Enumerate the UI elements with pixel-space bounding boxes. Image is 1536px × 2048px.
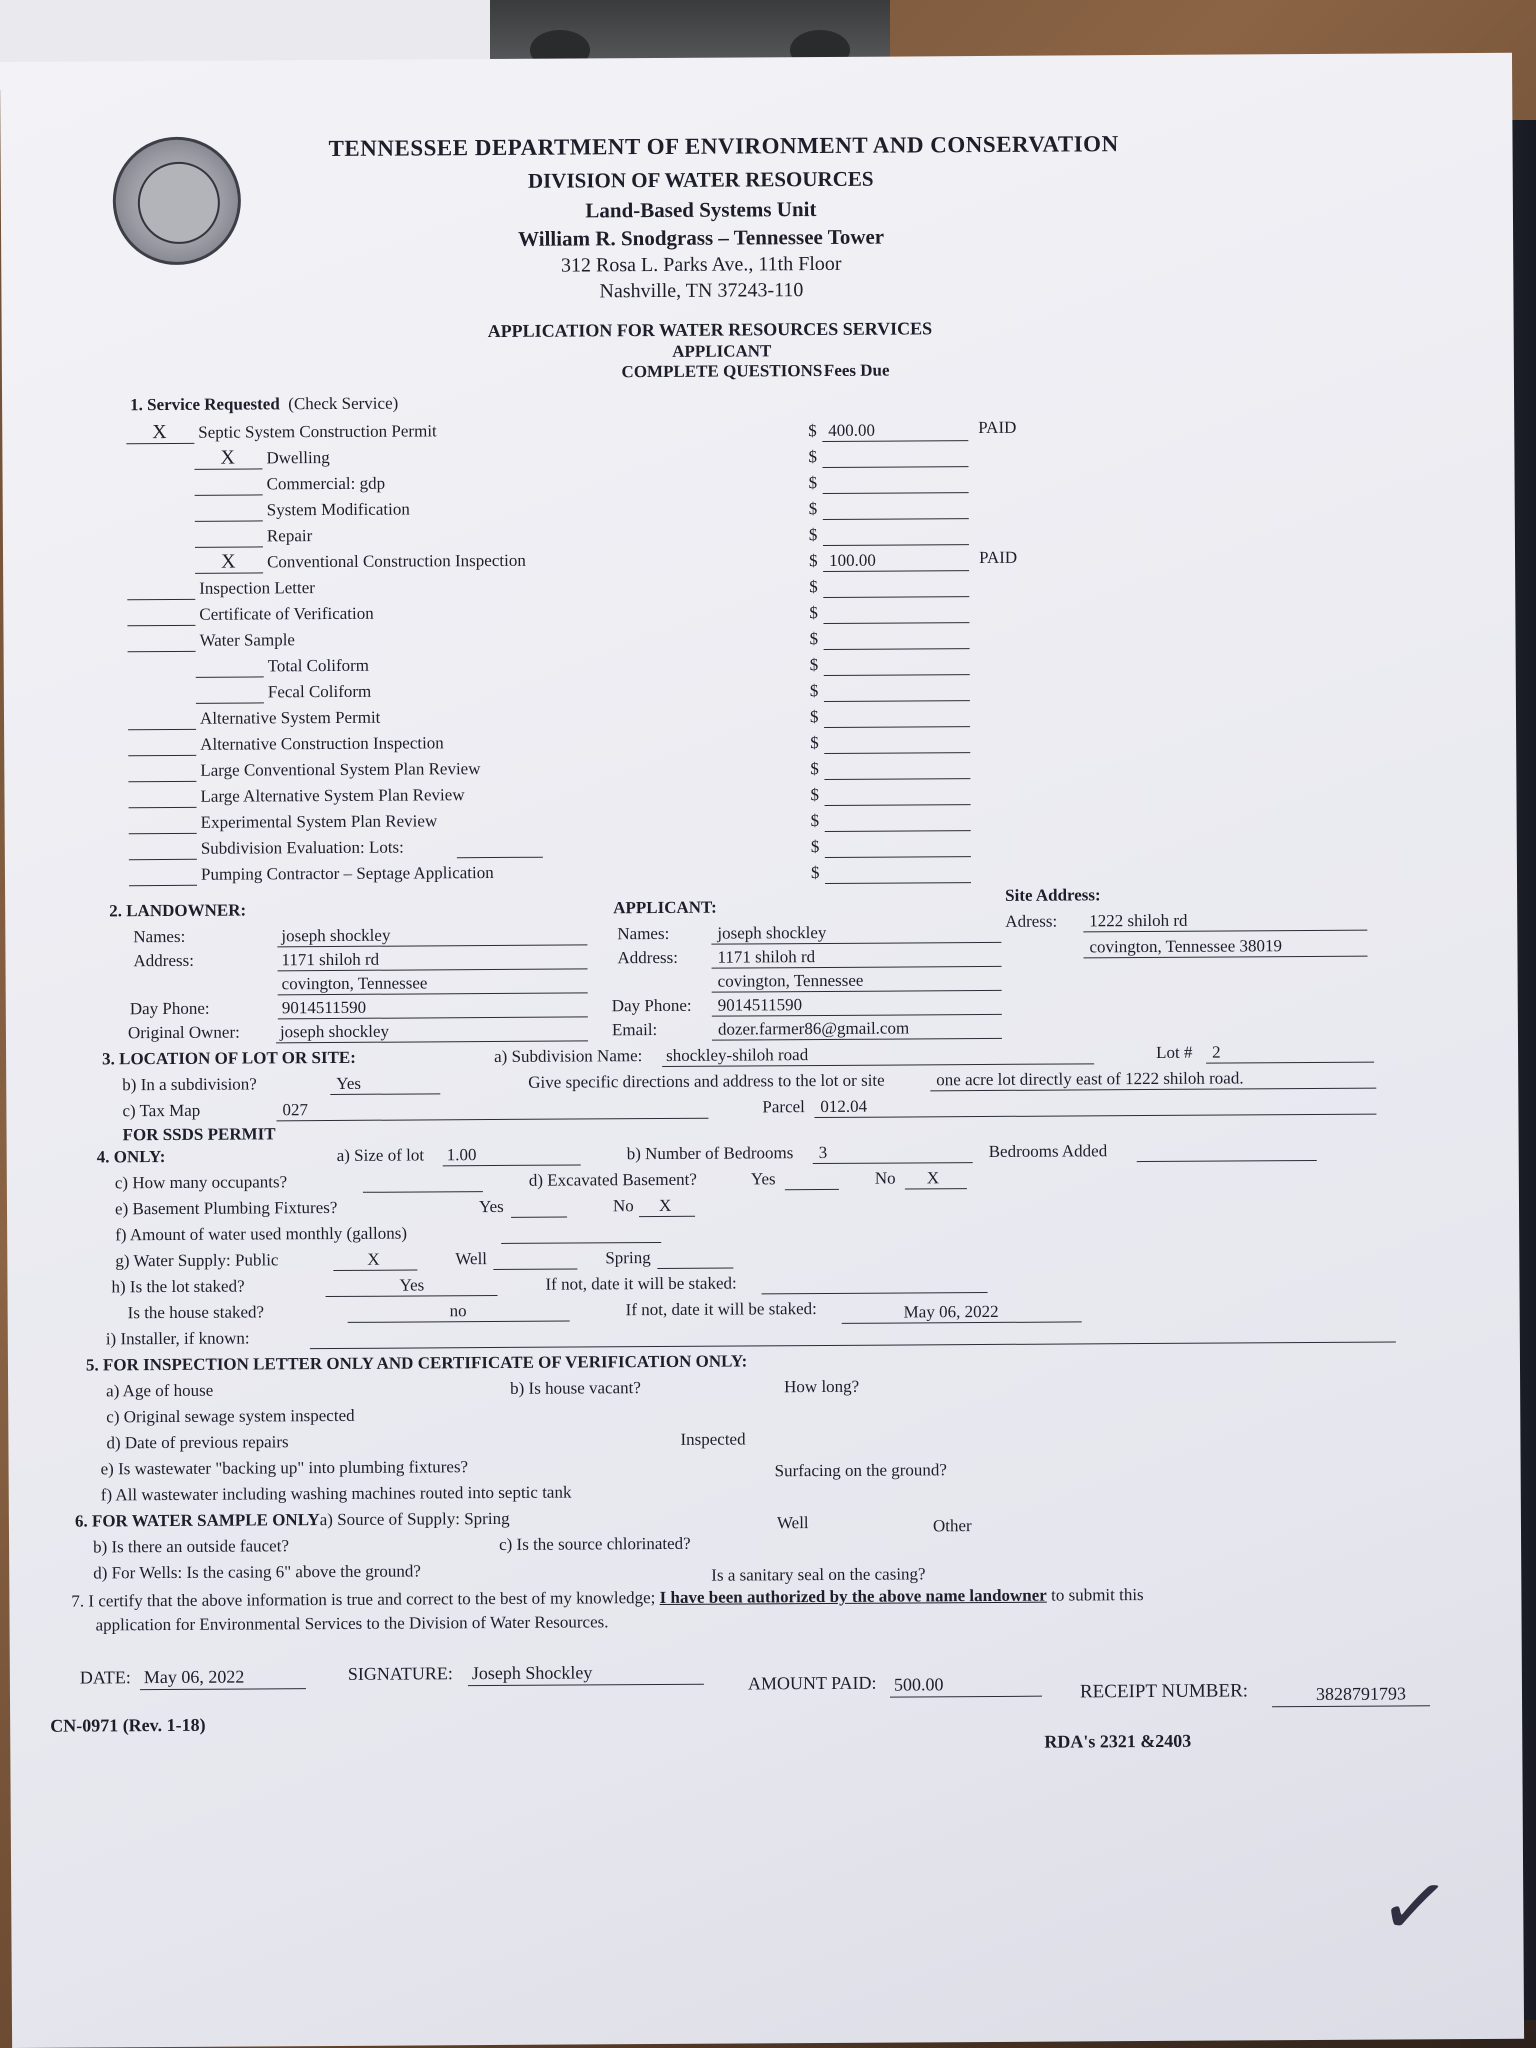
street-line: 312 Rosa L. Parks Ave., 11th Floor [560, 252, 842, 277]
inspected-label: Inspected [680, 1429, 746, 1449]
landowner-address-2: covington, Tennessee [281, 973, 428, 994]
fee-currency: $ [810, 837, 820, 857]
house-staked-label: Is the house staked? [127, 1302, 265, 1323]
service-checkbox-mark[interactable]: X [220, 446, 235, 469]
lots-blank [457, 857, 543, 859]
fee-paid-status: PAID [978, 547, 1018, 568]
original-sewage-label: c) Original sewage system inspected [106, 1405, 355, 1427]
signature-label: SIGNATURE: [347, 1663, 453, 1684]
service-requested-heading: 1. Service Requested (Check Service) [130, 393, 399, 415]
fee-amount: 400.00 [828, 420, 876, 440]
site-address-1: 1222 shiloh rd [1089, 910, 1188, 931]
service-label: Alternative Construction Inspection [200, 733, 444, 754]
division-title: DIVISION OF WATER RESOURCES [527, 166, 874, 193]
applicant-dayphone: 9014511590 [717, 995, 803, 1015]
house-stake-date: May 06, 2022 [903, 1301, 999, 1322]
tax-map-value: 027 [282, 1100, 308, 1120]
lot-size-value: 1.00 [446, 1145, 477, 1165]
surfacing-label: Surfacing on the ground? [774, 1460, 948, 1481]
date-label: DATE: [79, 1667, 131, 1688]
basement-yes-label: Yes [750, 1169, 776, 1189]
applicant-address-1: 1171 shiloh rd [717, 947, 816, 967]
water-supply-well-label: Well [455, 1249, 488, 1269]
fee-currency: $ [809, 681, 819, 701]
applicant-email-label: Email: [611, 1020, 658, 1040]
location-heading: 3. LOCATION OF LOT OR SITE: [102, 1047, 356, 1069]
landowner-names-label: Names: [133, 926, 186, 947]
directions-value: one acre lot directly east of 1222 shiloh road. [936, 1068, 1244, 1090]
service-label: Large Conventional System Plan Review [200, 759, 481, 780]
service-label: Water Sample [199, 630, 295, 650]
directions-label: Give specific directions and address to the lot or site [528, 1070, 885, 1092]
fee-currency: $ [808, 421, 817, 441]
amount-paid-value: 500.00 [893, 1674, 944, 1695]
landowner-dayphone: 9014511590 [281, 997, 367, 1018]
sanitary-seal-label: Is a sanitary seal on the casing? [711, 1564, 926, 1585]
application-title: APPLICATION FOR WATER RESOURCES SERVICES [487, 318, 933, 342]
fee-currency: $ [810, 759, 819, 779]
installer-label: i) Installer, if known: [105, 1328, 250, 1349]
landowner-name: joseph shockley [281, 925, 391, 946]
certification-text-2: application for Environmental Services to the Division of Water Resources. [95, 1612, 609, 1635]
fee-amount: 100.00 [829, 550, 876, 570]
previous-repairs-label: d) Date of previous repairs [106, 1432, 289, 1453]
amount-paid-label: AMOUNT PAID: [747, 1672, 877, 1694]
section4-heading: 4. ONLY: [96, 1147, 166, 1167]
service-checkbox-mark[interactable]: X [152, 420, 167, 444]
water-supply-spring-label: Spring [605, 1248, 651, 1268]
fee-currency: $ [810, 811, 820, 831]
plumbing-no-label: No [612, 1196, 634, 1216]
receipt-number-value: 3828791793 [1315, 1683, 1407, 1704]
water-amount-label: f) Amount of water used monthly (gallons) [115, 1223, 408, 1245]
source-other-label: Other [932, 1516, 972, 1536]
service-label: Dwelling [266, 447, 330, 468]
plumbing-yes-label: Yes [478, 1196, 504, 1217]
signature-value: Joseph Shockley [471, 1662, 593, 1684]
subdivision-name: shockley-shiloh road [666, 1045, 809, 1065]
service-label: Certificate of Verification [199, 603, 374, 624]
date-value: May 06, 2022 [143, 1666, 245, 1688]
fees-due-heading: Fees Due [823, 360, 890, 380]
site-address-heading: Site Address: [1005, 885, 1101, 905]
applicant-address-label: Address: [617, 947, 678, 968]
section6-heading: 6. FOR WATER SAMPLE ONLYa) Source of Supply: Spring [74, 1508, 510, 1531]
age-of-house-label: a) Age of house [106, 1380, 214, 1401]
in-subdivision-value: Yes [336, 1073, 362, 1093]
form-id: CN-0971 (Rev. 1-18) [50, 1714, 206, 1736]
fee-currency: $ [809, 603, 818, 623]
service-label: Repair [266, 526, 313, 546]
lot-stake-date-label: If not, date it will be staked: [545, 1273, 737, 1294]
tennessee-state-seal-icon [112, 137, 241, 266]
application-form [0, 53, 1524, 2048]
service-label: System Modification [266, 499, 410, 520]
parcel-label: Parcel [762, 1097, 805, 1117]
excavated-basement-label: d) Excavated Basement? [528, 1169, 697, 1190]
original-owner-label: Original Owner: [127, 1022, 240, 1043]
applicant-heading: APPLICANT [672, 341, 772, 361]
fee-currency: $ [808, 525, 818, 545]
applicant-name: joseph shockley [717, 922, 827, 943]
chlorinated-label: c) Is the source chlorinated? [499, 1533, 691, 1554]
basement-plumbing-label: e) Basement Plumbing Fixtures? [114, 1197, 338, 1219]
outside-faucet-label: b) Is there an outside faucet? [93, 1536, 290, 1557]
landowner-dayphone-label: Day Phone: [129, 998, 210, 1019]
source-well-label: Well [776, 1513, 809, 1533]
complete-questions-heading: COMPLETE QUESTIONS [621, 360, 823, 382]
service-label: Inspection Letter [199, 578, 315, 598]
backing-up-label: e) Is wastewater "backing up" into plumbing fixtures? [100, 1457, 469, 1479]
lot-number: 2 [1212, 1042, 1221, 1062]
tax-map-label: c) Tax Map [122, 1100, 201, 1121]
in-subdivision-label: b) In a subdivision? [122, 1074, 257, 1095]
fee-currency: $ [810, 785, 820, 805]
fee-currency: $ [810, 863, 820, 883]
fee-currency: $ [808, 473, 818, 493]
service-label: Total Coliform [267, 655, 370, 676]
casing-label: d) For Wells: Is the casing 6" above the ground? [93, 1561, 422, 1583]
landowner-address-label: Address: [133, 950, 195, 971]
receipt-number-label: RECEIPT NUMBER: [1079, 1680, 1249, 1703]
house-stake-date-label: If not, date it will be staked: [625, 1299, 817, 1320]
service-label: Experimental System Plan Review [200, 811, 438, 832]
lot-size-label: a) Size of lot [336, 1145, 425, 1165]
routed-label: f) All wastewater including washing machines routed into septic tank [100, 1482, 572, 1505]
how-long-label: How long? [784, 1376, 860, 1397]
house-staked-value: no [449, 1301, 467, 1321]
section5-heading: 5. FOR INSPECTION LETTER ONLY AND CERTIFICATE OF VERIFICATION ONLY: [85, 1351, 748, 1375]
applicant-address-2: covington, Tennessee [717, 970, 864, 991]
fee-currency: $ [810, 733, 819, 753]
basement-no-mark: X [926, 1168, 940, 1188]
lot-staked-label: h) Is the lot staked? [111, 1276, 245, 1297]
applicant-section-heading: APPLICANT: [613, 897, 717, 918]
parcel-value: 012.04 [820, 1096, 868, 1117]
basement-no-label: No [874, 1168, 896, 1188]
original-owner: joseph shockley [279, 1021, 390, 1042]
fee-currency: $ [808, 447, 817, 467]
applicant-dayphone-label: Day Phone: [611, 995, 692, 1016]
bedrooms-label: b) Number of Bedrooms [626, 1143, 794, 1164]
service-label: Large Alternative System Plan Review [200, 785, 465, 806]
service-label: Fecal Coliform [267, 681, 372, 702]
applicant-email: dozer.farmer86@gmail.com [717, 1018, 910, 1039]
service-label: Conventional Construction Inspection [267, 550, 526, 572]
city-line: Nashville, TN 37243-110 [599, 279, 804, 303]
fee-currency: $ [809, 707, 819, 727]
service-label: Alternative System Permit [199, 707, 381, 728]
service-label: Septic System Construction Permit [198, 421, 437, 442]
occupants-label: c) How many occupants? [114, 1172, 288, 1193]
building-line: William R. Snodgrass – Tennessee Tower [518, 224, 885, 251]
bedrooms-value: 3 [818, 1142, 828, 1163]
site-adress-label: Adress: [1005, 911, 1058, 931]
applicant-names-label: Names: [617, 923, 670, 944]
house-vacant-label: b) Is house vacant? [510, 1378, 641, 1398]
bedrooms-added-label: Bedrooms Added [988, 1141, 1108, 1161]
department-title: TENNESSEE DEPARTMENT OF ENVIRONMENT AND CONSERVATION [328, 131, 1119, 161]
ssds-permit-heading: FOR SSDS PERMIT [122, 1124, 276, 1145]
checkmark-icon: ✓ [1373, 1853, 1456, 1960]
certification-text: 7. I certify that the above information is true and correct to the best of my knowledge; I have been authorized by the above name landowner to submit this [71, 1585, 1144, 1611]
fee-paid-status: PAID [978, 417, 1017, 438]
service-label: Subdivision Evaluation: Lots: [200, 837, 404, 858]
fee-currency: $ [809, 629, 819, 649]
service-checkbox-mark[interactable]: X [220, 550, 236, 573]
plumbing-no-mark: X [658, 1195, 672, 1215]
subdivision-name-label: a) Subdivision Name: [494, 1046, 643, 1067]
lot-number-label: Lot # [1156, 1042, 1193, 1062]
landowner-address-1: 1171 shiloh rd [281, 949, 380, 970]
unit-title: Land-Based Systems Unit [585, 197, 817, 223]
fee-currency: $ [808, 499, 818, 519]
water-supply-label: g) Water Supply: Public [115, 1250, 279, 1271]
service-label: Commercial: gdp [266, 473, 386, 494]
rda-reference: RDA's 2321 &2403 [1044, 1730, 1192, 1752]
water-supply-public-mark: X [367, 1249, 380, 1269]
fee-currency: $ [809, 551, 818, 571]
site-address-2: covington, Tennessee 38019 [1089, 936, 1283, 957]
lot-staked-value: Yes [399, 1275, 425, 1295]
fee-currency: $ [809, 655, 819, 675]
service-label: Pumping Contractor – Septage Application [200, 862, 494, 884]
fee-currency: $ [809, 577, 818, 597]
landowner-heading: 2. LANDOWNER: [109, 900, 247, 921]
